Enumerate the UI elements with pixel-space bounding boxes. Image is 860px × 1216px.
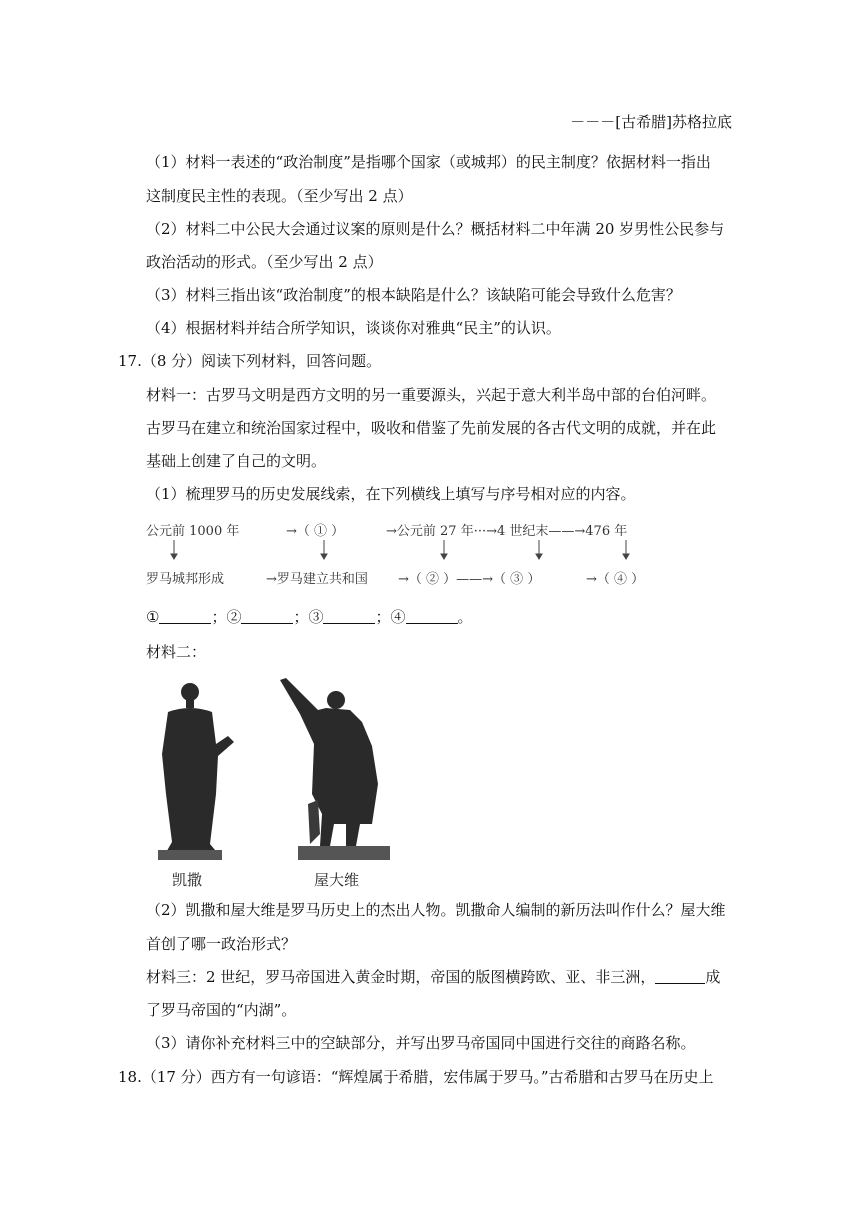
answer-blank-4[interactable] [406, 609, 458, 624]
caesar-statue-image [158, 683, 234, 860]
augustus-statue-image [280, 678, 390, 860]
blank-label-4: ；④ [375, 608, 406, 626]
material3-answer-blank[interactable] [655, 969, 705, 984]
q17-material2-label: 材料二： [146, 643, 207, 661]
timeline-top-blank1: →（ ① ） [286, 524, 345, 539]
material3-text-part1: 材料三：2 世纪，罗马帝国进入黄金时期，帝国的版图横跨欧、亚、非三洲， [146, 968, 656, 986]
blank-end: 。 [457, 608, 473, 626]
q17-sub2-line1: （2）凯撒和屋大维是罗马历史上的杰出人物。凯撒命人编制的新历法叫作什么？屋大维 [146, 901, 726, 919]
statue-images [150, 674, 400, 864]
q16-sub1-line2: 这制度民主性的表现。（至少写出 2 点） [146, 187, 413, 205]
q17-material1-line1: 材料一：古罗马文明是西方文明的另一重要源头，兴起于意大利半岛中部的台伯河畔。 [146, 386, 717, 404]
q17-header: 17.（8 分）阅读下列材料，回答问题。 [118, 352, 382, 370]
timeline-bottom-blank4: →（ ④ ） [586, 572, 645, 587]
q17-material3-line2: 了罗马帝国的“内湖”。 [146, 1001, 297, 1019]
q16-sub2-line2: 政治活动的形式。（至少写出 2 点） [146, 253, 383, 271]
caption-augustus: 屋大维 [314, 871, 360, 889]
blank-label-2: ；② [211, 608, 242, 626]
q16-sub2-line1: （2）材料二中公民大会通过议案的原则是什么？概括材料二中年满 20 岁男性公民参与 [146, 220, 725, 238]
answer-blank-3[interactable] [323, 609, 375, 624]
q17-material1-line3: 基础上创建了自己的文明。 [146, 452, 327, 470]
rome-timeline [146, 518, 666, 588]
q17-material1-line2: 古罗马在建立和统治国家过程中，吸收和借鉴了先前发展的各古代文明的成就，并在此 [146, 419, 717, 437]
quote-attribution: －－－[古希腊]苏格拉底 [570, 113, 732, 131]
answer-blank-2[interactable] [241, 609, 293, 624]
timeline-top-dates: →公元前 27 年···→4 世纪末——→476 年 [386, 524, 628, 539]
q16-sub4: （4）根据材料并结合所学知识，谈谈你对雅典“民主”的认识。 [146, 319, 561, 337]
blank-label-3: ；③ [293, 608, 324, 626]
timeline-bottom-city-state: 罗马城邦形成 [146, 572, 225, 587]
q16-sub3: （3）材料三指出该“政治制度”的根本缺陷是什么？该缺陷可能会导致什么危害？ [146, 286, 681, 304]
q17-material3-line1 [146, 967, 720, 987]
caption-caesar: 凯撒 [172, 871, 203, 889]
timeline-top-1000bc: 公元前 1000 年 [146, 524, 240, 539]
timeline-bottom-republic: →罗马建立共和国 [266, 572, 368, 587]
material3-text-part2: 成 [705, 968, 721, 986]
q17-sub2-line2: 首创了哪一政治形式？ [146, 935, 297, 953]
q16-sub1-line1: （1）材料一表述的“政治制度”是指哪个国家（或城邦）的民主制度？依据材料一指出 [146, 153, 711, 171]
answer-blank-1[interactable] [159, 609, 211, 624]
timeline-bottom-blanks23: →（ ② ）——→（ ③ ） [398, 572, 541, 587]
statues-illustration [150, 674, 400, 889]
q17-sub3: （3）请你补充材料三中的空缺部分，并写出罗马帝国同中国进行交往的商路名称。 [146, 1034, 696, 1052]
q17-blanks-line [146, 607, 473, 627]
q17-sub1: （1）梳理罗马的历史发展线索，在下列横线上填写与序号相对应的内容。 [146, 485, 636, 503]
q18-header: 18.（17 分）西方有一句谚语：“辉煌属于希腊，宏伟属于罗马。”古希腊和古罗马在历史上 [118, 1068, 714, 1086]
blank-label-1: ① [146, 608, 160, 626]
